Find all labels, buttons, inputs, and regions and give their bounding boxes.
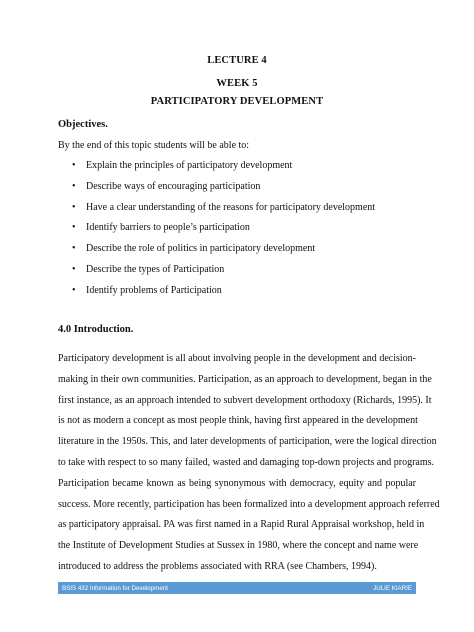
objective-text: Identify problems of Participation — [86, 284, 222, 296]
objective-text: Identify barriers to people’s participation — [86, 222, 250, 234]
objectives-heading: Objectives. — [58, 119, 108, 130]
paragraph-line: the Institute of Development Studies at Sussex in 1980, where the concept and name were — [58, 540, 419, 552]
objectives-list — [72, 160, 452, 306]
paragraph-line: to take with respect to so many failed, wasted and damaging top-down projects and programs. — [58, 456, 435, 468]
objective-item — [72, 181, 452, 202]
bullet-icon: • — [72, 243, 76, 255]
paragraph-line: success. More recently, participation has been formalized into a development approach referred — [58, 498, 440, 510]
objective-item — [72, 243, 452, 264]
objective-text: Have a clear understanding of the reasons for participatory development — [86, 201, 376, 213]
paragraph-line: Participatory development is all about involving people in the development and decision- — [58, 353, 416, 364]
paragraph-line: first instance, as an approach intended to subvert development orthodoxy (Richards, 1995). It — [58, 394, 432, 406]
page-footer — [58, 582, 416, 594]
objective-text: Describe ways of encouraging participation — [86, 180, 261, 192]
paragraph-line: making in their own communities. Participation, as an approach to development, began in the — [58, 373, 432, 385]
paragraph-line: is not as modern a concept as most people think, having first appeared in the development — [58, 415, 418, 427]
objective-item — [72, 160, 452, 181]
objective-text: Explain the principles of participatory development — [86, 160, 293, 171]
page-title: PARTICIPATORY DEVELOPMENT — [150, 96, 324, 107]
bullet-icon: • — [72, 180, 76, 192]
introduction-heading: 4.0 Introduction. — [58, 324, 134, 335]
objectives-intro: By the end of this topic students will be able to: — [58, 140, 250, 151]
paragraph-line: literature in the 1950s. This, and later developments of participation, were the logical direction — [58, 436, 437, 448]
lecture-number: LECTURE 4 — [207, 55, 267, 66]
paragraph-line: as participatory appraisal. PA was first named in a Rapid Rural Appraisal workshop, held in — [58, 519, 425, 531]
objective-text: Describe the types of Participation — [86, 263, 225, 275]
paragraph-line: Participation became known as being synonymous with democracy, equity and popular — [58, 477, 416, 489]
footer-author: JULIE KIARIE — [373, 584, 412, 592]
bullet-icon: • — [72, 263, 76, 275]
bullet-icon: • — [72, 201, 76, 213]
footer-course: BSIS 432 Information for Development — [62, 584, 168, 592]
objective-item — [72, 264, 452, 285]
bullet-icon: • — [72, 160, 76, 171]
introduction-paragraph — [58, 349, 440, 578]
objective-text: Describe the role of politics in participatory development — [86, 243, 316, 255]
bullet-icon: • — [72, 222, 76, 234]
week-number: WEEK 5 — [216, 78, 258, 89]
objective-item — [72, 222, 452, 243]
paragraph-line: introduced to address the problems associated with RRA (see Chambers, 1994). — [58, 560, 377, 572]
objective-item — [72, 202, 452, 223]
bullet-icon: • — [72, 284, 76, 296]
objective-item — [72, 285, 452, 306]
